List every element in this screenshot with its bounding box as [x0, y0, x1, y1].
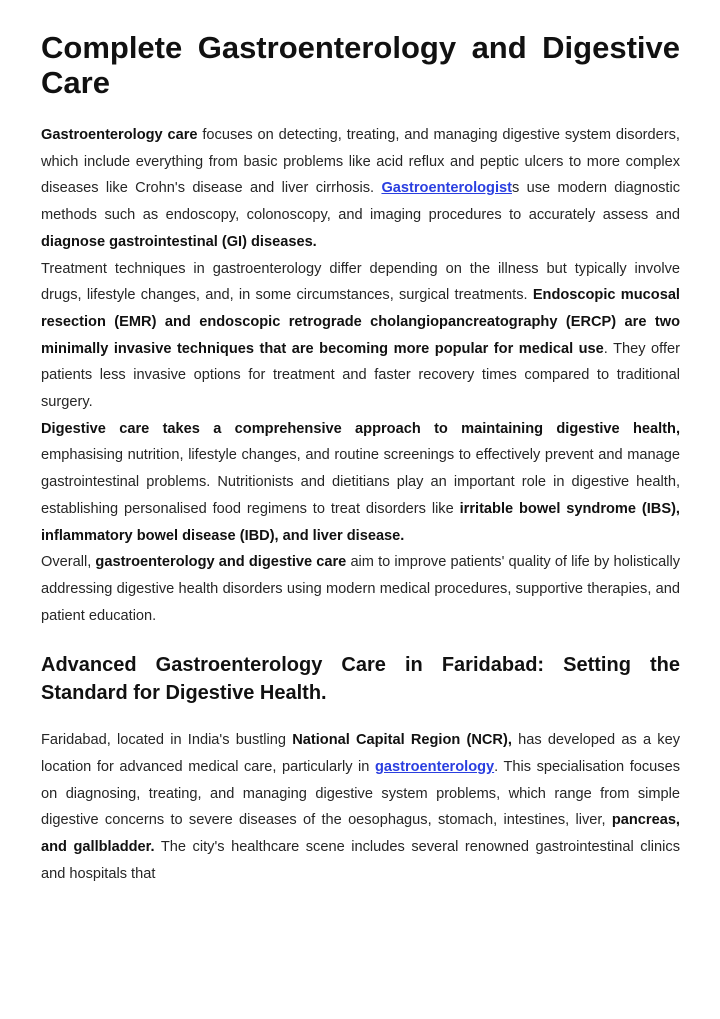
bold-text: irritable bowel syndrome (IBS), inflammatory bowel disease (IBD), and liver disease.: [41, 500, 680, 544]
body-text: emphasising nutrition, lifestyle changes, and routine screenings to effectively prevent and manage gastrointestinal problems. Nutritionists and dietitians play an important role in digestive health, establishing personalised food regimens to treat disorders like: [41, 447, 680, 517]
body-text: The city's healthcare scene includes several renowned gastrointestinal clinics and hospitals that: [41, 839, 680, 882]
paragraph: [41, 549, 680, 629]
body-text: . This specialisation focuses on diagnosing, treating, and managing digestive system problems, which range from simple digestive concerns to severe diseases of the oesophagus, stomach, intestines, liver,: [41, 759, 680, 829]
bold-text: pancreas, and gallbladder.: [41, 812, 680, 856]
bold-text: Endoscopic mucosal resection (EMR) and endoscopic retrograde cholangiopancreatography (ERCP) are two minimally invasive techniques that are becoming more popular for medical use: [41, 287, 680, 357]
paragraph: [41, 122, 680, 256]
body-text: Overall,: [41, 554, 96, 571]
bold-text: Digestive care takes a comprehensive approach to maintaining digestive health,: [41, 420, 680, 437]
paragraph: [41, 416, 680, 550]
inline-link[interactable]: gastroenterology: [374, 759, 495, 776]
body-text: s use modern diagnostic methods such as endoscopy, colonoscopy, and imaging procedures to accurately assess and: [41, 180, 681, 224]
paragraph: [41, 256, 680, 416]
intro-section: [41, 122, 680, 629]
faridabad-section: [41, 727, 680, 887]
bold-text: National Capital Region (NCR),: [292, 732, 512, 749]
bold-text: gastroenterology and digestive care: [95, 554, 347, 571]
body-text: Faridabad, located in India's bustling: [41, 732, 293, 749]
body-text: Treatment techniques in gastroenterology differ depending on the illness but typically involve drugs, lifestyle changes, and, in some circumstances, surgical treatments.: [41, 260, 680, 304]
body-text: has developed as a key location for advanced medical care, particularly in: [41, 732, 681, 776]
inline-link[interactable]: Gastroenterologist: [381, 180, 512, 197]
body-text: focuses on detecting, treating, and managing digestive system disorders, which include everything from basic problems like acid reflux and peptic ulcers to more complex diseases like Crohn's disease and liver cirrhosis.: [41, 127, 680, 197]
body-text: . They offer patients less invasive options for treatment and faster recovery times compared to traditional surgery.: [41, 340, 680, 411]
bold-text: diagnose gastrointestinal (GI) diseases.: [41, 233, 317, 250]
bold-text: Gastroenterology care: [41, 127, 198, 143]
paragraph: [41, 727, 680, 887]
section-heading: Advanced Gastroenterology Care in Faridabad: Setting the Standard for Digestive Health.: [41, 654, 680, 705]
page-title: Complete Gastroenterology and Digestive Care: [41, 30, 680, 100]
body-text: aim to improve patients' quality of life by holistically addressing digestive health disorders using modern medical procedures, supportive therapies, and patient education.: [41, 554, 680, 624]
